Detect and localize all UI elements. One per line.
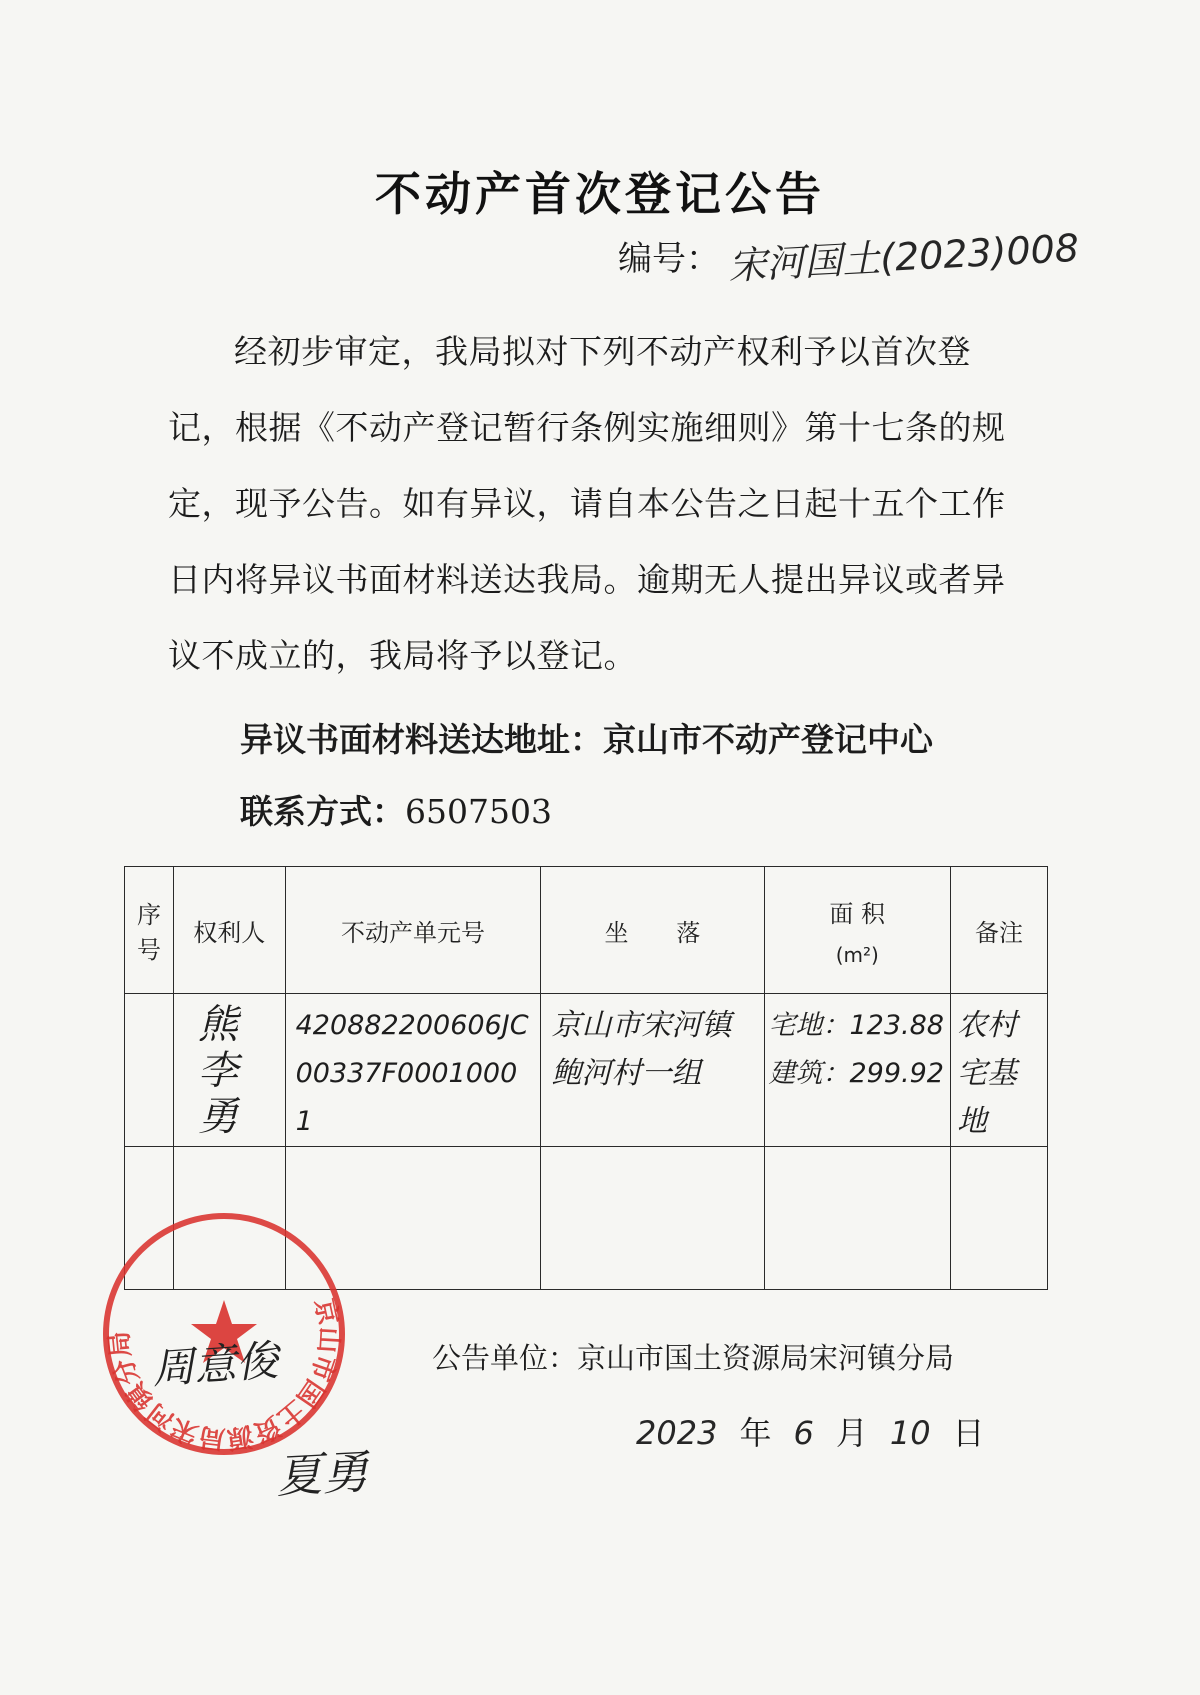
date-month: 6 xyxy=(793,1414,814,1452)
date-day-label: 日 xyxy=(952,1414,985,1452)
header-unit-no: 不动产单元号 xyxy=(285,867,541,994)
cell-area xyxy=(764,994,950,1147)
announcement-date xyxy=(636,1408,985,1454)
date-month-label: 月 xyxy=(835,1414,868,1452)
cell-seq xyxy=(125,994,174,1147)
signature-2: 夏勇 xyxy=(274,1444,370,1504)
unit-number: 420882200606JC00337F00010001 xyxy=(295,1010,529,1137)
contact-label: 联系方式： xyxy=(240,792,405,831)
doc-number-value: 宋河国土(2023)008 xyxy=(727,225,1080,289)
location-text: 京山市宋河镇鲍河村一组 xyxy=(551,1008,732,1091)
cell-empty xyxy=(950,1147,1047,1290)
doc-number xyxy=(618,225,1080,289)
header-holder: 权利人 xyxy=(173,867,285,994)
header-location: 坐 落 xyxy=(541,867,764,994)
page-title: 不动产首次登记公告 xyxy=(375,167,825,221)
date-year: 2023 xyxy=(636,1414,718,1452)
table-row xyxy=(125,994,1048,1147)
date-day: 10 xyxy=(889,1414,931,1452)
issuer: 公告单位：京山市国土资源局宋河镇分局 xyxy=(432,1341,955,1375)
seal-text: 京山市国土资源局宋河镇分局 xyxy=(104,1295,344,1454)
contact-phone: 6507503 xyxy=(405,792,552,831)
contact-info xyxy=(240,786,552,833)
cell-empty xyxy=(541,1147,764,1290)
area-building: 建筑：299.92 xyxy=(768,1058,944,1089)
remark-text: 农村宅基地 xyxy=(956,1008,1017,1139)
header-seq: 序号 xyxy=(125,867,174,994)
objection-address: 异议书面材料送达地址：京山市不动产登记中心 xyxy=(240,720,933,759)
header-area xyxy=(764,867,950,994)
cell-location xyxy=(541,994,764,1147)
doc-number-label: 编号： xyxy=(618,239,720,279)
holder-name: 熊李勇 xyxy=(197,1002,238,1140)
date-year-label: 年 xyxy=(739,1414,772,1452)
cell-holder xyxy=(173,994,285,1147)
body-paragraph: 经初步审定，我局拟对下列不动产权利予以首次登记，根据《不动产登记暂行条例实施细则》第十七条的规定，现予公告。如有异议，请自本公告之日起十五个工作日内将异议书面材料送达我局。逾期无人提出异议或者异议不成立的，我局将予以登记。 xyxy=(168,332,1006,675)
signature-1: 周意俊 xyxy=(150,1335,280,1394)
cell-remark xyxy=(950,994,1047,1147)
cell-unit-no xyxy=(285,994,541,1147)
header-area-unit: (m²) xyxy=(835,942,879,967)
header-remark: 备注 xyxy=(950,867,1047,994)
area-land: 宅地：123.88 xyxy=(768,1010,944,1041)
header-area-label: 面 积 xyxy=(829,899,886,928)
table-header-row xyxy=(125,867,1048,994)
cell-empty xyxy=(764,1147,950,1290)
